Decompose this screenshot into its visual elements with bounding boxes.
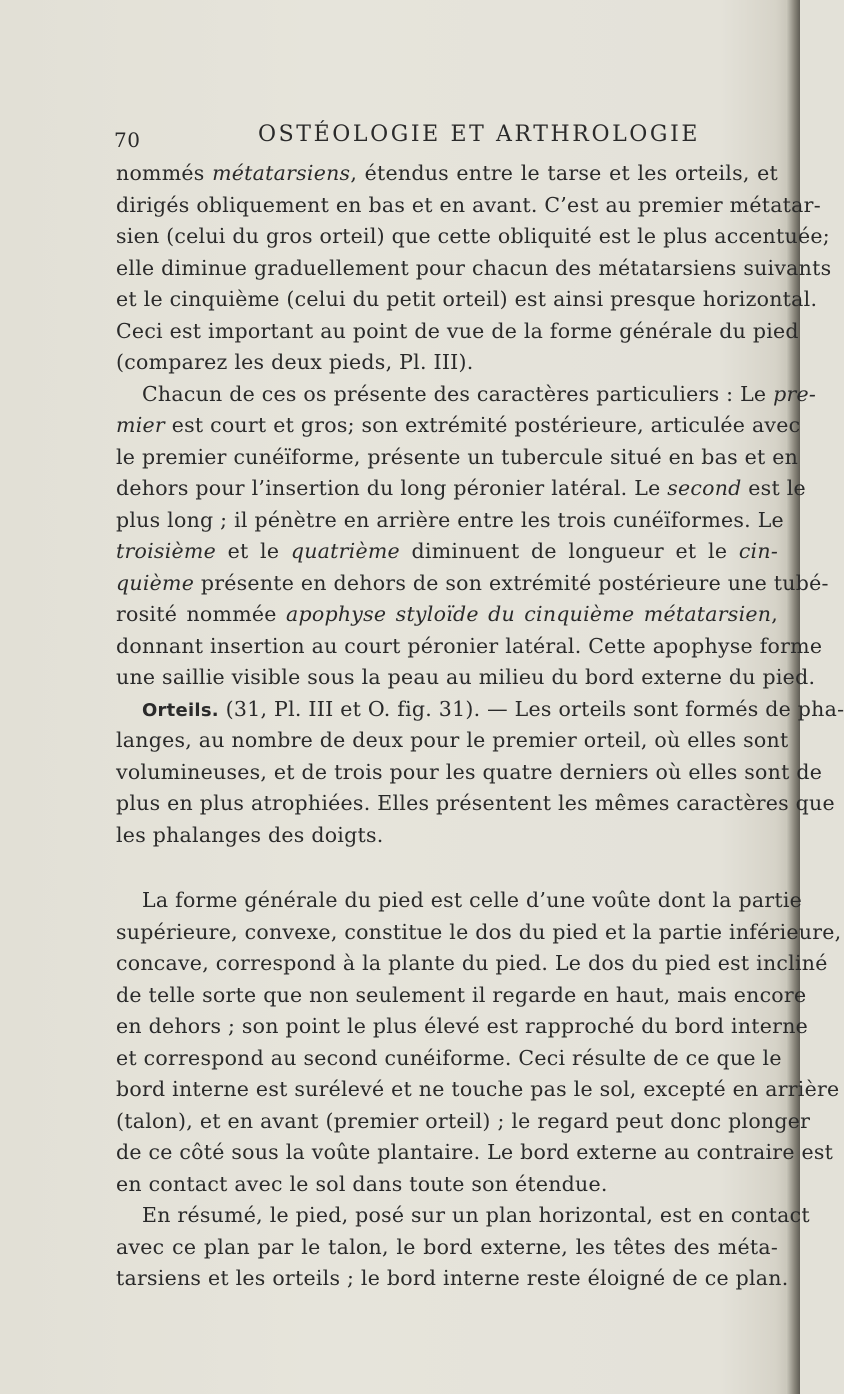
text-line (116, 1137, 834, 1169)
text-line (116, 1106, 811, 1138)
text-line (116, 917, 842, 949)
text-run: de ce côté sous la voûte plantaire. Le bord externe au contraire est (116, 1140, 834, 1164)
italic-run: pre- (773, 381, 817, 406)
page-header (112, 122, 784, 158)
text-line (116, 1043, 782, 1075)
text-run: (31, Pl. III et O. fig. 31). — Les orteils sont formés de pha- (218, 696, 844, 721)
paragraph-gap (116, 851, 778, 885)
text-run: tarsiens et les orteils ; le bord interne reste éloigné de ce plan. (116, 1266, 789, 1290)
text-line (116, 1200, 810, 1232)
text-line (116, 473, 806, 505)
text-line (116, 1232, 778, 1264)
text-run: et le (215, 539, 291, 563)
text-line (116, 1074, 840, 1106)
text-line (116, 379, 817, 411)
text-run: donnant insertion au court péronier latéral. Cette apophyse forme (116, 633, 823, 658)
text-run: est le (741, 476, 806, 500)
text-line (116, 253, 832, 285)
text-run: diminuent de longueur et le (399, 539, 739, 563)
italic-run: métatarsiens (212, 161, 351, 185)
text-line (116, 820, 778, 852)
text-line (116, 725, 789, 757)
text-run: plus en plus atrophiées. Elles présentent les mêmes caractères que (116, 791, 835, 815)
text-run: et correspond au second cunéiforme. Ceci résulte de ce que le (116, 1045, 782, 1070)
italic-run: cin- (738, 539, 778, 563)
text-line (116, 885, 803, 917)
page-number: 70 (114, 128, 141, 152)
text-line (116, 158, 778, 190)
text-line (116, 788, 835, 820)
text-line (116, 1011, 809, 1043)
text-run: une saillie visible sous la peau au milieu du bord externe du pied. (116, 665, 816, 689)
italic-run: quatrième (290, 539, 400, 563)
text-line (116, 410, 801, 442)
text-run: La forme générale du pied est celle d’une voûte dont la partie (142, 888, 803, 912)
text-run: le premier cunéïforme, présente un tubercule situé en bas et en (116, 444, 799, 469)
text-run: sien (celui du gros orteil) que cette obliquité est le plus accentuée; (116, 224, 830, 248)
text-run: en contact avec le sol dans toute son étendue. (116, 1171, 608, 1196)
text-line (116, 568, 829, 600)
italic-run: second (667, 476, 742, 500)
text-line (116, 284, 818, 316)
text-run: présente en dehors de son extrémité postérieure une tubé- (194, 570, 829, 595)
text-line (116, 505, 784, 537)
running-head: OSTÉOLOGIE ET ARTHROLOGIE (258, 122, 701, 147)
text-line (116, 1263, 789, 1295)
text-run: En résumé, le pied, posé sur un plan horizontal, est en contact (142, 1203, 810, 1227)
italic-run: mier (116, 413, 165, 437)
section-label: Orteils. (142, 699, 219, 721)
text-line (116, 662, 816, 694)
text-line (116, 948, 828, 980)
text-run: dirigés obliquement en bas et en avant. C’est au premier métatar- (116, 192, 821, 217)
text-line (116, 631, 823, 663)
text-line (116, 442, 799, 474)
italic-run: troisième (116, 539, 216, 563)
text-run: elle diminue graduellement pour chacun des métatarsiens suivants (116, 255, 832, 280)
body-text (116, 158, 844, 1295)
text-run: volumineuses, et de trois pour les quatre derniers où elles sont de (116, 759, 823, 784)
text-run: nommés (116, 161, 213, 185)
text-run: avec ce plan par le talon, le bord externe, les têtes des méta- (116, 1234, 778, 1259)
text-run: bord interne est surélevé et ne touche pas le sol, excepté en arrière (116, 1077, 840, 1101)
text-run: (talon), et en avant (premier orteil) ; le regard peut donc plonger (116, 1108, 811, 1133)
text-run: plus long ; il pénètre en arrière entre les trois cunéïformes. Le (116, 507, 784, 532)
text-run: , (771, 602, 778, 626)
text-run: de telle sorte que non seulement il regarde en haut, mais encore (116, 982, 807, 1007)
text-run: Ceci est important au point de vue de la forme générale du pied (116, 318, 799, 343)
text-run: et le cinquième (celui du petit orteil) est ainsi presque horizontal. (116, 287, 818, 311)
text-run: en dehors ; son point le plus élevé est rapproché du bord interne (116, 1014, 809, 1038)
text-run: , étendus entre le tarse et les orteils, et (350, 161, 778, 185)
text-line (116, 190, 821, 222)
italic-run: quième (116, 570, 195, 595)
text-line (116, 757, 823, 789)
text-run: est court et gros; son extrémité postérieure, articulée avec (164, 413, 801, 437)
text-run: rosité nommée (116, 602, 287, 626)
text-line (116, 694, 844, 726)
text-run: Chacun de ces os présente des caractères particuliers : Le (142, 381, 774, 406)
text-run: concave, correspond à la plante du pied. Le dos du pied est incliné (116, 951, 828, 975)
text-run: les phalanges des doigts. (116, 822, 384, 847)
text-line (116, 221, 830, 253)
text-line (116, 347, 778, 379)
text-line (116, 536, 778, 568)
text-line (116, 980, 807, 1012)
text-line (116, 1169, 778, 1201)
text-line (116, 599, 778, 631)
text-run: langes, au nombre de deux pour le premier orteil, où elles sont (116, 728, 789, 752)
text-run: dehors pour l’insertion du long péronier latéral. Le (116, 476, 668, 500)
italic-run: apophyse styloïde du cinquième métatarsien (286, 602, 772, 626)
text-run: supérieure, convexe, constitue le dos du pied et la partie inférieure, (116, 919, 842, 944)
text-line (116, 316, 799, 348)
text-run: (comparez les deux pieds, Pl. III). (116, 350, 474, 374)
